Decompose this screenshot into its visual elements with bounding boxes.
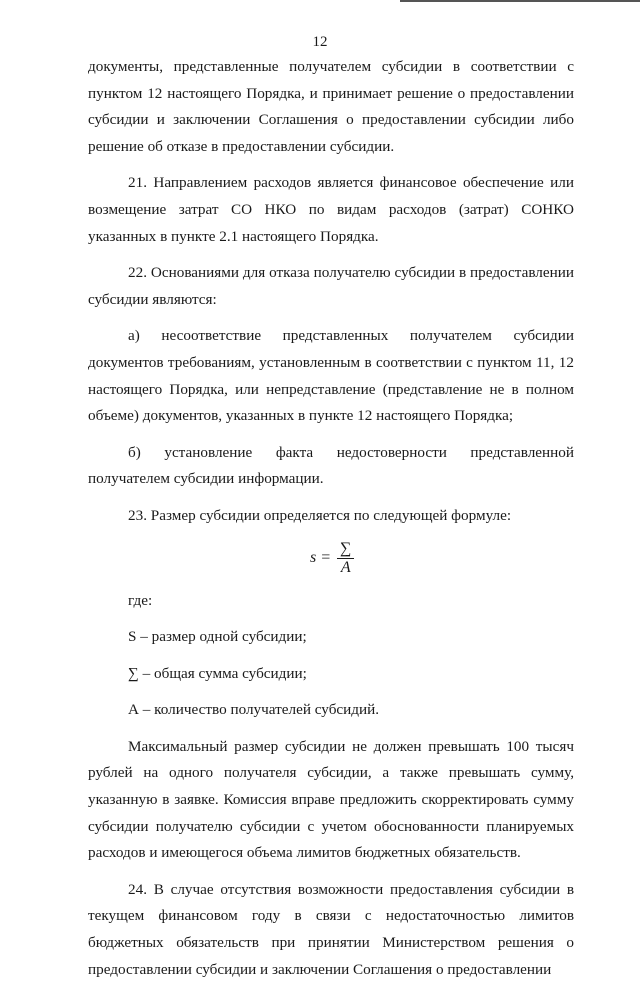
- definition-a: А – количество получателей субсидий.: [128, 701, 380, 719]
- subsidy-formula: [88, 534, 574, 584]
- paragraph-max-subsidy: Максимальный размер субсидии не должен превышать 100 тысяч рублей на одного получателя субсидии, а также превышать сумму, указанную в заявке. Комиссия вправе предложить скорректировать сумму субсидии получателю субсидии с учетом обоснованности планируемых расходов и имеющегося объема лимитов бюджетных обязательств.: [88, 737, 574, 862]
- formula-fraction: [337, 540, 354, 577]
- definition-sum: ∑ – общая сумма субсидии;: [128, 664, 307, 682]
- where-label: где:: [128, 591, 153, 609]
- page-number: 12: [312, 34, 328, 50]
- paragraph-23: 23. Размер субсидии определяется по следующей формуле:: [128, 506, 512, 524]
- paragraph-21: 21. Направлением расходов является финансовое обеспечение или возмещение затрат СО НКО по видам расходов (затрат) СОНКО указанных в пункте 2.1 настоящего Порядка.: [88, 174, 574, 245]
- formula-lhs: s =: [310, 549, 332, 567]
- paragraph-continuation: документы, представленные получателем субсидии в соответствии с пунктом 12 настоящего Порядка, и принимает решение о предоставлении субсидии и заключении Соглашения о предоставлении субсидии либо решение об отказе в предоставлении субсидии.: [88, 58, 574, 155]
- paragraph-24: 24. В случае отсутствия возможности предоставления субсидии в текущем финансовом году в связи с недостаточностью лимитов бюджетных обязательств при принятии Министерством решения о предоставлении субсидии и заключении Соглашения о предоставлении: [88, 880, 574, 978]
- formula-denominator: A: [340, 559, 351, 576]
- paragraph-22a: а) несоответствие представленных получателем субсидии документов требованиям, установленным в соответствии с пунктом 11, 12 настоящего Порядка, или непредставление (представление не в полном объеме) документов, указанных в пункте 12 настоящего Порядка;: [88, 327, 574, 425]
- paragraph-22: 22. Основаниями для отказа получателю субсидии в предоставлении субсидии являются:: [88, 264, 574, 308]
- top-rule: [400, 0, 640, 2]
- document-body: [88, 54, 574, 993]
- paragraph-22b: б) установление факта недостоверности представленной получателем субсидии информации.: [88, 443, 574, 488]
- formula-numerator: ∑: [337, 540, 354, 559]
- definition-s: S – размер одной субсидии;: [128, 628, 307, 646]
